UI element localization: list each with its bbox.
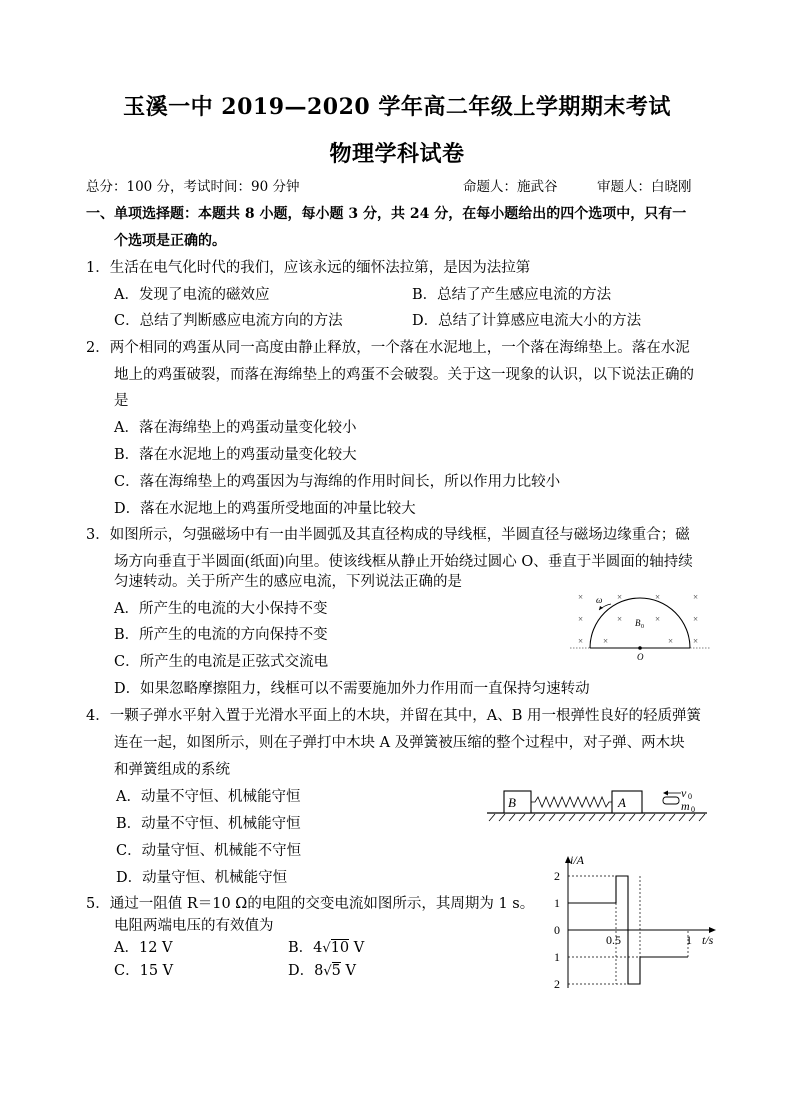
- exam-subtitle: 物理学科试卷: [329, 141, 465, 167]
- v0-subscript: 0: [688, 792, 692, 801]
- q5-option-a: A．12 V: [114, 940, 173, 956]
- b0-label: B: [635, 618, 641, 628]
- cross-mark: ×: [668, 636, 674, 646]
- exam-reviewer: 审题人：白晓刚: [597, 179, 692, 195]
- sqrt-icon: √: [322, 941, 331, 956]
- q5-option-c: C．15 V: [114, 963, 174, 979]
- q5-stem-2: 电阻两端电压的有效值为: [114, 918, 274, 934]
- velocity-arrow-head: [663, 791, 668, 796]
- cross-mark: ×: [693, 636, 699, 646]
- o-label: O: [637, 652, 644, 662]
- q3-stem-2: 场方向垂直于半圆面(纸面)向里。使该线框从静止开始绕过圆心 O、垂直于半圆面的轴持续: [114, 554, 693, 570]
- exam-title: 玉溪一中 2019—2020 学年高二年级上学期期末考试: [123, 94, 671, 120]
- q2-option-d: D．落在水泥地上的鸡蛋所受地面的冲量比较大: [114, 501, 416, 517]
- block-b-label: B: [508, 795, 516, 810]
- cross-mark: ×: [655, 592, 661, 602]
- m0-subscript: 0: [691, 805, 695, 814]
- q1-option-c: C．总结了判断感应电流方向的方法: [114, 313, 343, 329]
- section-heading: 一、单项选择题：本题共 8 小题，每小题 3 分，共 24 分，在每小题给出的四个选项中，只有一: [86, 206, 687, 222]
- q5-stem-1: 5．通过一阻值 R＝10 Ω的电阻的交变电流如图所示，其周期为 1 s。: [86, 896, 535, 912]
- q5-option-d-prefix: D．8: [288, 963, 324, 979]
- cross-mark: ×: [603, 636, 609, 646]
- q3-stem-1: 3．如图所示，匀强磁场中有一由半圆弧及其直径构成的导线框，半圆直径与磁场边缘重合；磁: [86, 527, 690, 543]
- cross-mark: ×: [617, 614, 623, 624]
- b0-subscript: 0: [641, 624, 644, 630]
- cross-mark: ×: [578, 614, 584, 624]
- q5-option-d-unit: V: [340, 963, 356, 979]
- cross-mark: ×: [578, 592, 584, 602]
- bullet: [663, 797, 679, 804]
- q4-stem-1: 4．一颗子弹水平射入置于光滑水平面上的木块，并留在其中，A、B 用一根弹性良好的轻质弹簧: [86, 708, 701, 724]
- exam-info: 总分：100 分，考试时间：90 分钟: [86, 179, 300, 195]
- q2-stem-1: 2．两个相同的鸡蛋从同一高度由静止释放，一个落在水泥地上，一个落在海绵垫上。落在水泥: [86, 340, 690, 356]
- ground-hatching: [489, 814, 705, 821]
- q3-semicircle-figure: [565, 588, 715, 668]
- q3-option-b: B．所产生的电流的方向保持不变: [114, 627, 328, 643]
- y-tick-label: 0: [554, 923, 560, 937]
- q1-stem: 1．生活在电气化时代的我们，应该永远的缅怀法拉第，是因为法拉第: [86, 260, 531, 276]
- q3-option-c: C．所产生的电流是正弦式交流电: [114, 654, 329, 670]
- q4-option-a: A．动量不守恒、机械能守恒: [116, 789, 301, 805]
- block-a-label: A: [618, 795, 626, 810]
- cross-mark: ×: [693, 614, 699, 624]
- q5-option-b-unit: V: [349, 940, 365, 956]
- x-tick-label: 1: [686, 933, 692, 947]
- q3-option-d: D．如果忽略摩擦阻力，线框可以不需要施加外力作用而一直保持匀速转动: [114, 681, 590, 697]
- sqrt-icon: √: [323, 964, 332, 979]
- x-tick-label: 0.5: [606, 933, 621, 947]
- q2-option-c: C．落在海绵垫上的鸡蛋因为与海绵的作用时间长，所以作用力比较小: [114, 474, 561, 490]
- y-tick-label: 2: [554, 869, 560, 883]
- y-tick-label: 1: [554, 950, 560, 964]
- q4-option-d: D．动量守恒、机械能守恒: [116, 870, 288, 886]
- q1-option-d: D．总结了计算感应电流大小的方法: [412, 313, 642, 329]
- q3-option-a: A．所产生的电流的大小保持不变: [114, 601, 328, 617]
- q1-option-a: A．发现了电流的磁效应: [114, 287, 270, 303]
- q5-option-d-radicand: 5: [331, 963, 341, 979]
- rotation-arrow-head: [599, 606, 603, 610]
- y-tick-label: 1: [554, 896, 560, 910]
- cross-mark: ×: [617, 592, 623, 602]
- spring: [531, 797, 612, 807]
- cross-mark: ×: [578, 636, 584, 646]
- cross-mark: ×: [693, 592, 699, 602]
- block-a: [612, 791, 642, 813]
- y-tick-label: 2: [554, 977, 560, 991]
- q1-option-b: B．总结了产生感应电流的方法: [412, 287, 612, 303]
- cross-mark: ×: [655, 614, 661, 624]
- y-axis-label: i/A: [570, 853, 584, 867]
- q5-current-chart: [540, 852, 730, 994]
- q2-stem-2: 地上的鸡蛋破裂，而落在海绵垫上的鸡蛋不会破裂。关于这一现象的认识，以下说法正确的: [114, 367, 694, 383]
- q4-blocks-figure: [485, 783, 710, 825]
- exam-author: 命题人：施武谷: [463, 179, 558, 195]
- omega-label: ω: [596, 595, 603, 605]
- q4-stem-2: 连在一起，如图所示，则在子弹打中木块 A 及弹簧被压缩的整个过程中，对子弹、两木块: [114, 735, 685, 751]
- q4-stem-3: 和弹簧组成的系统: [114, 762, 230, 778]
- q3-stem-3: 匀速转动。关于所产生的感应电流，下列说法正确的是: [114, 574, 462, 590]
- q5-option-b-prefix: B．4: [288, 940, 323, 956]
- center-point: [638, 646, 642, 650]
- m0-label: m: [681, 799, 690, 813]
- q5-option-b-radicand: 10: [330, 940, 350, 956]
- v0-label: v: [681, 786, 687, 800]
- q2-option-b: B．落在水泥地上的鸡蛋动量变化较大: [114, 447, 357, 463]
- q2-stem-3: 是: [114, 393, 129, 409]
- section-heading-cont: 个选项是正确的。: [114, 233, 226, 249]
- q4-option-c: C．动量守恒、机械能不守恒: [116, 843, 302, 859]
- x-axis-label: t/s: [702, 933, 714, 947]
- q4-option-b: B．动量不守恒、机械能守恒: [116, 816, 301, 832]
- q5-option-d: [288, 958, 356, 985]
- q2-option-a: A．落在海绵垫上的鸡蛋动量变化较小: [114, 420, 357, 436]
